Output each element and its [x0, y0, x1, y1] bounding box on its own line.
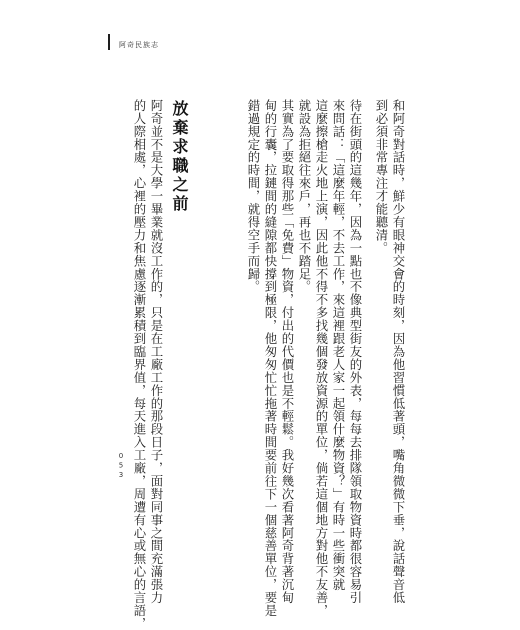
text-line: 錯過規定的時間，就得空手而歸。 [246, 99, 261, 294]
text-line: 這麼擦槍走火地上演，因此他不得不多找幾個發放資源的單位，倘若這個地方對他不友善， [314, 99, 329, 617]
header-title: 阿奇民族志 [119, 41, 159, 49]
text-line: 甸的行囊，拉鏈間的縫隙都快撐到極限，他匆匆忙忙拖著時間要前往下一個慈善單位，要是 [263, 99, 278, 617]
text-line: 和阿奇對話時，鮮少有眼神交會的時刻，因為他習慣低著頭，嘴角微微下垂，說話聲音低 [391, 99, 406, 605]
text-line: 其實為了要取得那些「免費」物資，付出的代價也是不輕鬆。我好幾次看著阿奇背著沉甸 [280, 99, 295, 605]
text-line: 待在街頭的這幾年，因為一點也不像典型街友的外表，每每去排隊領取物資時都很容易引 [348, 99, 363, 605]
running-header [108, 34, 159, 50]
header-rule [108, 34, 110, 50]
text-line: 阿奇並不是大學一畢業就沒工作的，只是在工廠工作的那段日子，面對同事之間充滿張力 [149, 99, 164, 605]
text-line: 到必須非常專注才能聽清。 [374, 99, 389, 255]
section-heading: 放棄求職之前 [170, 100, 189, 214]
page-number: 053 [117, 452, 125, 481]
text-line: 來問話：「這麼年輕，不去工作，來這裡跟老人家一起領什麼物資？」有時一些衝突就 [331, 99, 346, 592]
text-line: 的人際相處，心裡的壓力和焦慮逐漸累積到臨界值，每天進入工廠，周遭有心或無心的言語， [132, 99, 147, 630]
text-line: 就設為拒絕往來戶，再也不踏足。 [297, 99, 312, 294]
